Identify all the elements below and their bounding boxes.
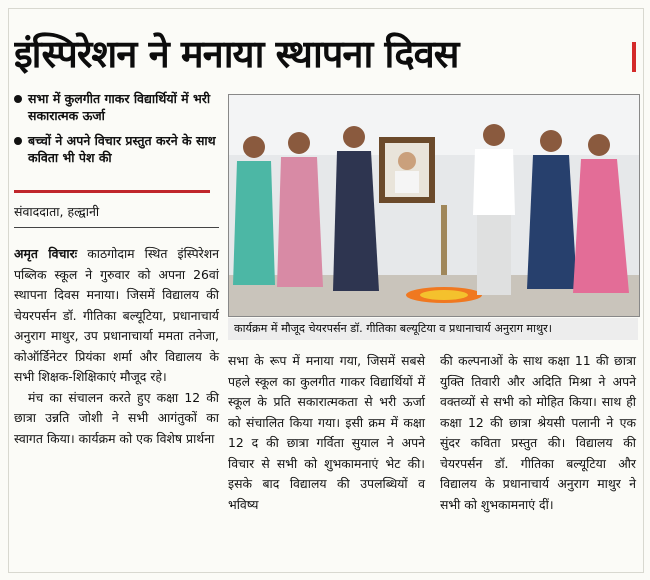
article-paragraph: की कल्पनाओं के साथ कक्षा 11 की छात्रा युक्ति तिवारी और अदिति मिश्रा ने अपने वक्तव्यों से सभी को मोहित किया। साथ ही कक्षा 12 की छात्रा श्रेयसी पलानी ने एक सुंदर कविता प्रस्तुत की। विद्यालय की चेयरपर्सन डॉ. गीतिका बल्यूटिया और विद्यालय के प्रधानाचार्य अनुराग माथुर ने सभी को शुभकामनाएं दीं। [440,353,636,512]
event-photo-illustration [229,95,639,316]
highlights-box [14,90,220,174]
photo-caption: कार्यक्रम में मौजूद चेयरपर्सन डॉ. गीतिका बल्यूटिया व प्रधानाचार्य अनुराग माथुर। [228,318,638,340]
bullet-icon [14,95,22,103]
highlight-text: सभा में कुलगीत गाकर विद्यार्थियों में भरी सकारात्मक ऊर्जा [28,91,211,123]
highlight-text: बच्चों ने अपने विचार प्रस्तुत करने के साथ कविता भी पेश की [28,133,216,165]
highlight-item [14,132,220,166]
byline: संवाददाता, हल्द्वानी [14,204,100,219]
bullet-icon [14,137,22,145]
headline: इंस्पिरेशन ने मनाया स्थापना दिवस [14,32,459,76]
highlight-item [14,90,220,124]
article-column-1 [14,244,219,449]
article-column-3 [440,351,636,515]
article-paragraph [14,244,219,388]
paragraph-text: काठगोदाम स्थित इंस्पिरेशन पब्लिक स्कूल ने गुरुवार को अपना 26वां स्थापना दिवस मनाया। जिसमें विद्यालय की चेयरपर्सन डॉ. गीतिका बल्यूटिया, प्रधानाचार्य अनुराग माथुर, उप प्रधानाचार्या ममता तनेजा, कोऑर्डिनेटर प्रियंका शर्मा और विद्यालय के सभी शिक्षक-शिक्षिकाएं मौजूद रहे। [14,246,220,384]
dateline: अमृत विचारः [14,246,78,261]
event-photo [228,94,640,317]
article-paragraph: सभा के रूप में मनाया गया, जिसमें सबसे पहले स्कूल का कुलगीत गाकर विद्यार्थियों में स्कूल के प्रति सकारात्मकता से भरी ऊर्जा को संचालित किया गया। इसी क्रम में कक्षा 12 द की छात्रा गर्विता सुयाल ने अपने विचार से सभी को शुभकामनाएं भेट की। इसके बाद विद्यालय की उपलब्धियों व भविष्य [228,353,425,512]
article-paragraph: मंच का संचालन करते हुए कक्षा 12 की छात्रा उन्नति जोशी ने सभी आगंतुकों का स्वागत किया। कार्यक्रम को एक विशेष प्रार्थना [14,389,219,446]
highlights-divider [14,190,210,193]
article-column-2 [228,351,425,515]
byline-rule [14,227,219,228]
headline-accent-bar [632,42,636,72]
